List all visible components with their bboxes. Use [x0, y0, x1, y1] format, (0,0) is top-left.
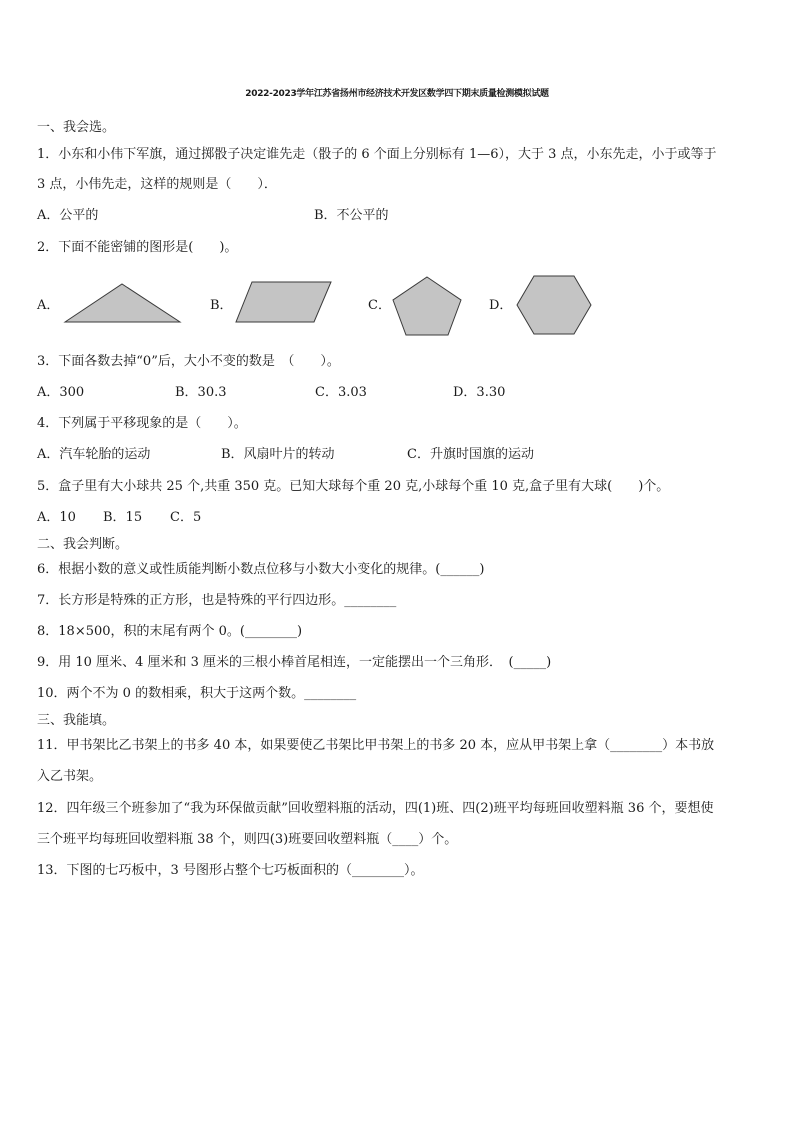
question-7-text: 7．长方形是特殊的正方形，也是特殊的平行四边形。________ [37, 593, 397, 608]
question-1-option-b: B．不公平的 [314, 208, 389, 223]
question-4-option-b: B．风扇叶片的转动 [221, 447, 335, 462]
question-3-option-d: D．3.30 [453, 385, 506, 400]
triangle-shape [60, 280, 184, 328]
question-5-text: 5．盒子里有大小球共 25 个,共重 350 克。已知大球每个重 20 克,小球每个重 10 克,盒子里有大球( )个。 [37, 479, 670, 494]
question-2-text: 2．下面不能密铺的图形是( )。 [37, 240, 238, 255]
hexagon-shape [514, 274, 594, 336]
question-1-line-1: 1．小东和小伟下军旗，通过掷骰子决定谁先走（骰子的 6 个面上分别标有 1—6），大于 3 点，小东先走，小于或等于 [37, 147, 717, 162]
question-13-text: 13．下图的七巧板中，3 号图形占整个七巧板面积的（________）。 [37, 863, 424, 878]
question-3-option-a: A．300 [37, 385, 85, 400]
question-5-option-c: C．5 [170, 510, 202, 525]
question-4-option-c: C．升旗时国旗的运动 [407, 447, 534, 462]
question-1-line-2: 3 点，小伟先走，这样的规则是（ ）． [37, 177, 277, 192]
question-8-text: 8．18×500，积的末尾有两个 0。(________) [37, 624, 303, 639]
question-12-line-2: 三个班平均每班回收塑料瓶 38 个，则四(3)班要回收塑料瓶（____）个。 [37, 832, 458, 847]
question-2-label-d: D． [489, 298, 513, 313]
section-heading-choice: 一、我会选。 [37, 120, 116, 135]
question-1-option-a: A．公平的 [37, 208, 99, 223]
question-9-text: 9．用 10 厘米、4 厘米和 3 厘米的三根小棒首尾相连，一定能摆出一个三角形． (_____) [37, 655, 552, 670]
question-4-text: 4．下列属于平移现象的是（ ）。 [37, 416, 247, 431]
question-5-option-b: B．15 [103, 510, 143, 525]
question-11-line-1: 11．甲书架比乙书架上的书多 40 本，如果要使乙书架比甲书架上的书多 20 本，应从甲书架上拿（________）本书放 [37, 738, 715, 753]
section-heading-fill: 三、我能填。 [37, 713, 116, 728]
question-5-option-a: A．10 [37, 510, 76, 525]
question-4-option-a: A．汽车轮胎的运动 [37, 447, 151, 462]
parallelogram-shape [234, 278, 334, 326]
question-2-label-c: C． [368, 298, 391, 313]
question-3-option-c: C．3.03 [315, 385, 367, 400]
question-3-text: 3．下面各数去掉“0”后，大小不变的数是 （ ）。 [37, 354, 340, 369]
question-2-label-b: B． [210, 298, 233, 313]
question-12-line-1: 12．四年级三个班参加了“我为环保做贡献”回收塑料瓶的活动，四(1)班、四(2)班平均每班回收塑料瓶 36 个，要想使 [37, 801, 714, 816]
pentagon-shape [390, 274, 464, 338]
question-2-label-a: A． [37, 298, 60, 313]
page-title: 2022-2023学年江苏省扬州市经济技术开发区数学四下期末质量检测模拟试题 [245, 89, 549, 99]
section-heading-judge: 二、我会判断。 [37, 537, 129, 552]
question-6-text: 6．根据小数的意义或性质能判断小数点位移与小数大小变化的规律。(______) [37, 562, 485, 577]
question-11-line-2: 入乙书架。 [37, 769, 103, 784]
question-3-option-b: B．30.3 [175, 385, 227, 400]
question-10-text: 10．两个不为 0 的数相乘，积大于这两个数。________ [37, 686, 357, 701]
